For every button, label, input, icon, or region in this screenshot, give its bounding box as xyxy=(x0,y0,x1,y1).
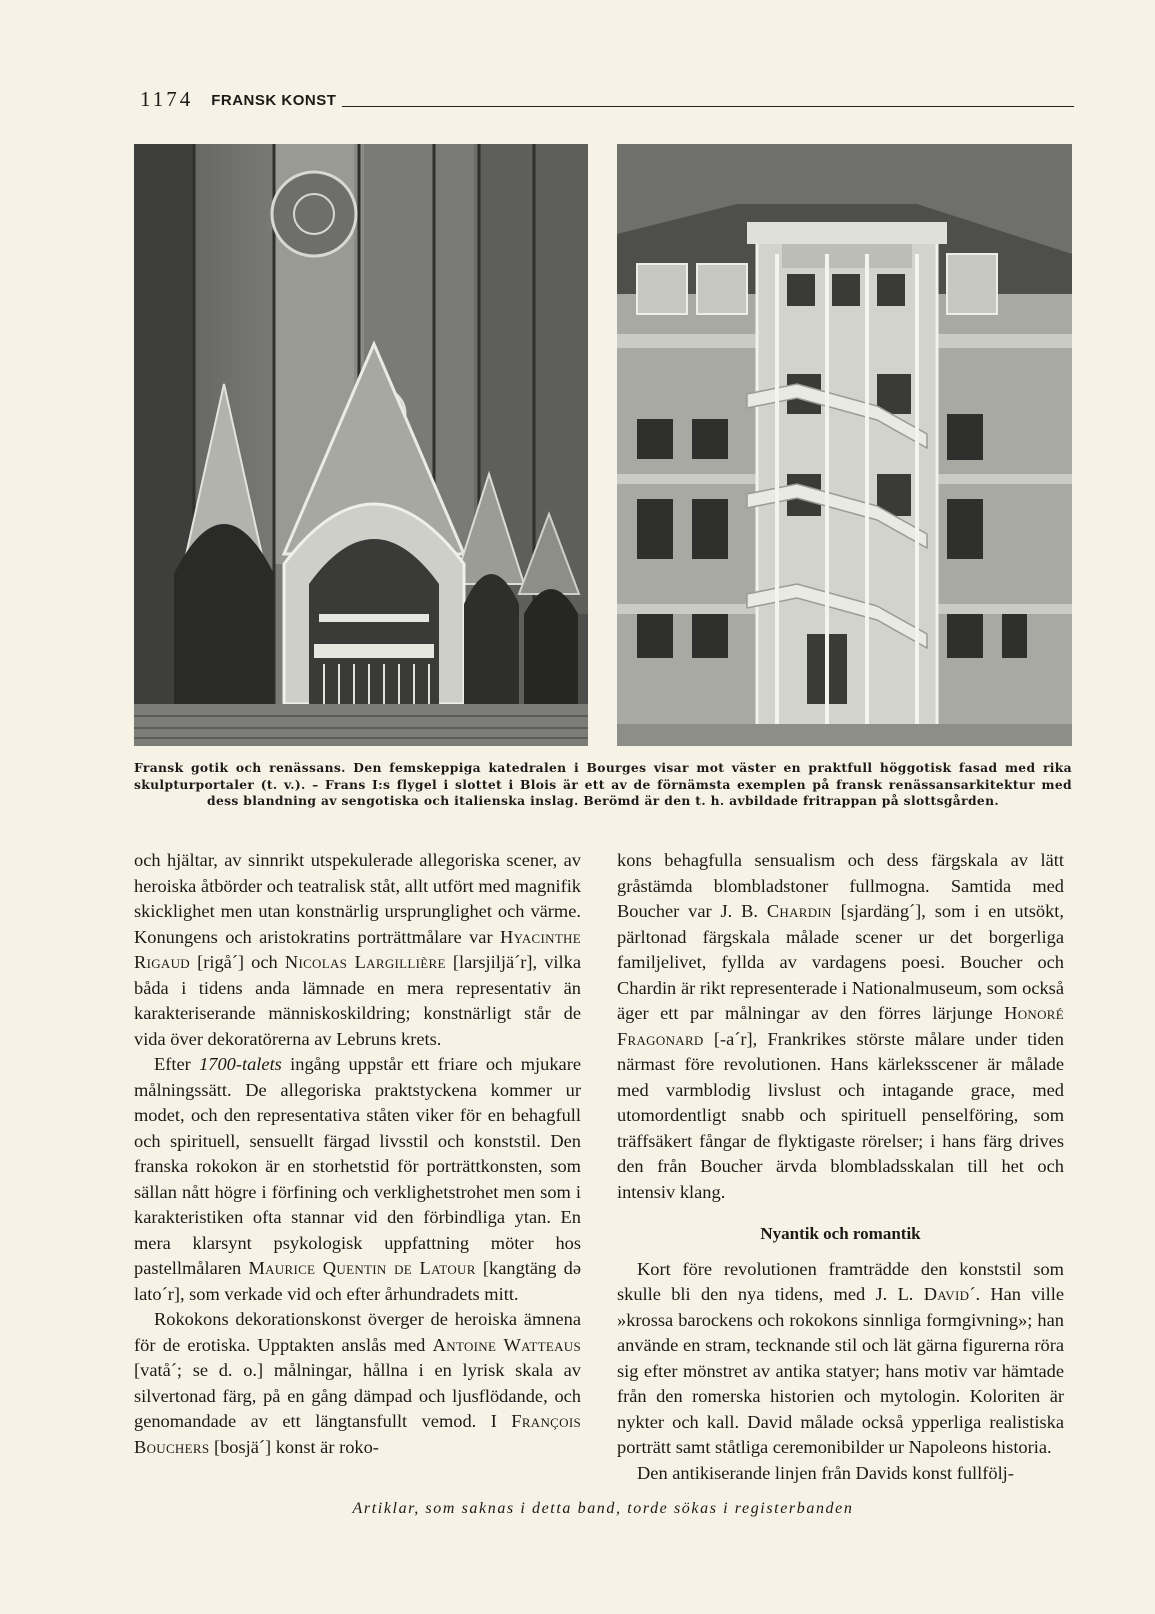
cathedral-illustration xyxy=(134,144,588,746)
subheading: Nyantik och romantik xyxy=(760,1224,921,1243)
text-run: ingång uppstår ett friare och mjukare målningssätt. De allegoriska praktstyckena kommer ur modet, och den representativa ståten viker för en behagfull och spirituell, sensuellt färgad livsstil och konststil. Den franska rokokon är en storhetstid för porträttkonsten, som sällan nått högre i förfining och verklighetstrohet men som i karakteristiken ofta stannar vid den förbindliga ytan. En mera klarsynt psykologisk uppfattning möter hos pastellmålaren xyxy=(134,1054,581,1278)
figure-caption: Fransk gotik och renässans. Den femskeppiga katedralen i Bourges visar mot väster en praktfull höggotisk fasad med rika skulpturportaler (t. v.). – Frans I:s flygel i slottet i Blois är ett av de förnämsta exemplen på fransk renässansarkitektur med dess blandning av sengotiska och italienska inslag. Berömd är den t. h. avbildade fritrappan på slottsgården. xyxy=(134,760,1072,808)
name-latour: Maurice Quentin de Latour xyxy=(248,1258,476,1278)
paragraph: Den antikiserande linjen från Davids konst fullfölj- xyxy=(637,1462,1014,1483)
name-chardin: Chardin xyxy=(766,901,832,921)
text-run: [sjardäng´], som i en utsökt, pärltonad färgskala målade scener ur det borgerliga familjelivet, fyllda av vardagens poesi. Boucher och Chardin är rikt representerade i Nationalmuseum, som också äger ett par målningar av den förres lärjunge xyxy=(617,901,1064,1023)
text-run: [-a´r], Frankrikes störste målare under tiden närmast före revolutionen. Hans kärleksscener är målade med varmblodig livslust och intagande grace, med utomordentligt snabb och spirituell penselföring, som träffsäkert fångar de flyktigaste rörelser; i hans färg drives den från Boucher ärvda blombladsskalan till het och intensiv klang. xyxy=(617,1028,1064,1202)
text-run: [vatå´; se d. o.] målningar, hållna i en lyrisk skala av silvertonad färg, på en gång dämpad och ljusflödande, och genomandade av ett längtansfullt vemod. I xyxy=(134,1360,581,1431)
name-largilliere: Nicolas Largillière xyxy=(284,952,446,972)
text-run: kons behagfulla sensualism och dess färgskala av lätt gråstämda blombladstoner fullmogna. Samtida med Boucher var J. B. xyxy=(617,850,1064,921)
name-david: David xyxy=(923,1284,970,1304)
running-header xyxy=(140,86,1074,110)
photo-bourges-cathedral xyxy=(134,144,588,746)
header-rule xyxy=(342,106,1074,107)
text-run: Kort före revolutionen framträdde den konststil som skulle bli den nya tidens, med J. L. xyxy=(617,1258,1064,1304)
text-run: Efter xyxy=(154,1054,200,1074)
text-run: [kangtäng də lato´r], som verkade vid och efter århundradets mitt. xyxy=(134,1258,582,1304)
name-fragonard: Honoré Fragonard xyxy=(617,1003,1064,1049)
paragraph xyxy=(134,1307,581,1460)
page-number: 1174 xyxy=(140,87,194,111)
text-column-right xyxy=(617,848,1064,1486)
photo-blois-staircase xyxy=(617,144,1072,746)
name-watteau: Antoine Watteaus xyxy=(432,1334,582,1355)
text-run: [larsjiljä´r], vilka båda i tidens anda lämnade en mera representativ än karakteriserande människoskildring; konstnärligt står de vida över dekoratörerna av Lebruns krets. xyxy=(134,952,582,1049)
paragraph xyxy=(134,848,581,1052)
text-run: och hjältar, av sinnrikt utspekulerade allegoriska scener, av heroiska åtbörder och teatralisk ståt, allt utfört med magnifik skicklighet men utan konstnärlig ursprunglighet och värme. Konungens och aristokratins porträttmålare var xyxy=(134,850,581,947)
name-rigaud: Hyacinthe Rigaud xyxy=(134,926,581,972)
paragraph xyxy=(617,1257,1064,1461)
text-run: ´. Han ville »krossa barockens och rokokons sinnliga formgivning»; han använde en stram, tecknande stil och lät gärna figurerna röra sig efter mönstret av antika statyer; hans motiv var hämtade från den romerska historien och mytologin. Koloriten är nykter och kall. David målade också ypperliga realistiska porträtt samt ståtliga ceremonibilder ur Napoleons historia. xyxy=(617,1284,1064,1457)
name-boucher: François Bouchers xyxy=(134,1411,581,1457)
text-column-left xyxy=(134,848,581,1460)
paragraph xyxy=(134,1052,581,1307)
paragraph xyxy=(617,848,1064,1205)
italic-term: 1700-talets xyxy=(199,1054,282,1074)
section-title: FRANSK KONST xyxy=(211,92,337,109)
text-run: [rigå´] och xyxy=(189,952,285,972)
chateau-illustration xyxy=(617,144,1072,746)
text-run: [bosjä´] konst är roko- xyxy=(209,1436,379,1457)
text-run: Rokokons dekorationskonst överger de heroiska ämnena för de erotiska. Upptakten anslås med xyxy=(134,1309,581,1355)
page-footer: Artiklar, som saknas i detta band, torde sökas i registerbanden xyxy=(352,1500,854,1517)
